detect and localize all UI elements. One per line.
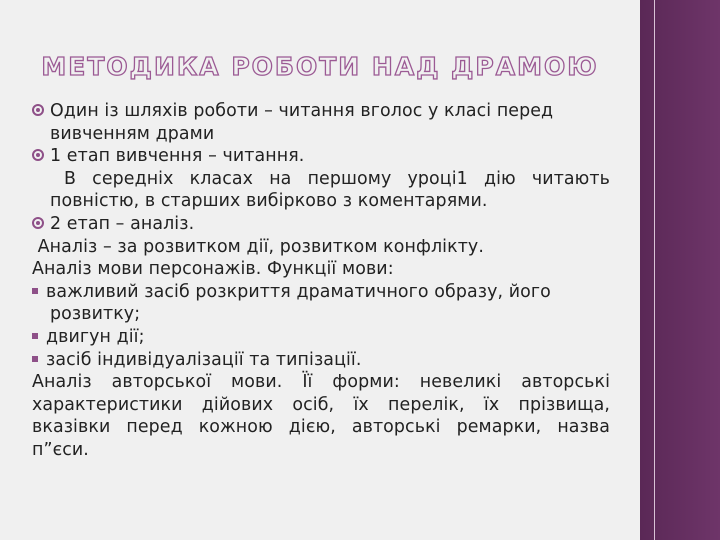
text-line: вивченням драми xyxy=(50,123,215,144)
text-line: Один із шляхів роботи – читання вголос у класі перед xyxy=(50,101,554,121)
text-line: 2 етап – аналіз. xyxy=(50,213,195,234)
square-bullet-line-2 xyxy=(32,326,610,349)
square-bullet-icon xyxy=(32,288,38,294)
square-bullet-line-1 xyxy=(32,281,610,304)
text-line: 1 етап вивчення – читання. xyxy=(50,146,305,167)
decorative-side-panel xyxy=(640,0,720,540)
text-line: розвитку; xyxy=(50,304,141,325)
text-line: вказівки перед кожною дією, авторські ремарки, назва xyxy=(32,417,610,438)
slide-title: МЕТОДИКА РОБОТИ НАД ДРАМОЮ xyxy=(41,52,599,81)
text-line: п”єси. xyxy=(32,439,89,460)
square-bullet-line-3 xyxy=(32,349,610,372)
text-line: Аналіз авторської мови. Її форми: невеликі авторські xyxy=(32,372,610,393)
text-line: характеристики дійових осіб, їх перелік, їх прізвища, xyxy=(32,394,610,415)
text-line: В середніх класах на першому уроці1 дію читають xyxy=(64,168,610,189)
target-bullet-icon xyxy=(32,149,44,161)
slide-body xyxy=(32,100,610,462)
text-line: Аналіз – за розвитком дії, розвитком конфлікту. xyxy=(32,236,484,257)
square-bullet-icon xyxy=(32,333,38,339)
bullet-line-1 xyxy=(32,100,610,123)
target-bullet-icon xyxy=(32,217,44,229)
text-line: важливий засіб розкриття драматичного образу, його xyxy=(46,281,551,302)
text-line: засіб індивідуалізації та типізації. xyxy=(46,349,362,370)
text-line: повністю, в старших вибірково з коментарями. xyxy=(50,191,488,212)
text-line: двигун дії; xyxy=(46,326,145,347)
target-bullet-icon xyxy=(32,104,44,116)
square-bullet-icon xyxy=(32,356,38,362)
bullet-line-3 xyxy=(32,213,610,236)
bullet-line-2 xyxy=(32,145,610,168)
decorative-side-line xyxy=(654,0,655,540)
text-line: Аналіз мови персонажів. Функції мови: xyxy=(32,259,394,280)
